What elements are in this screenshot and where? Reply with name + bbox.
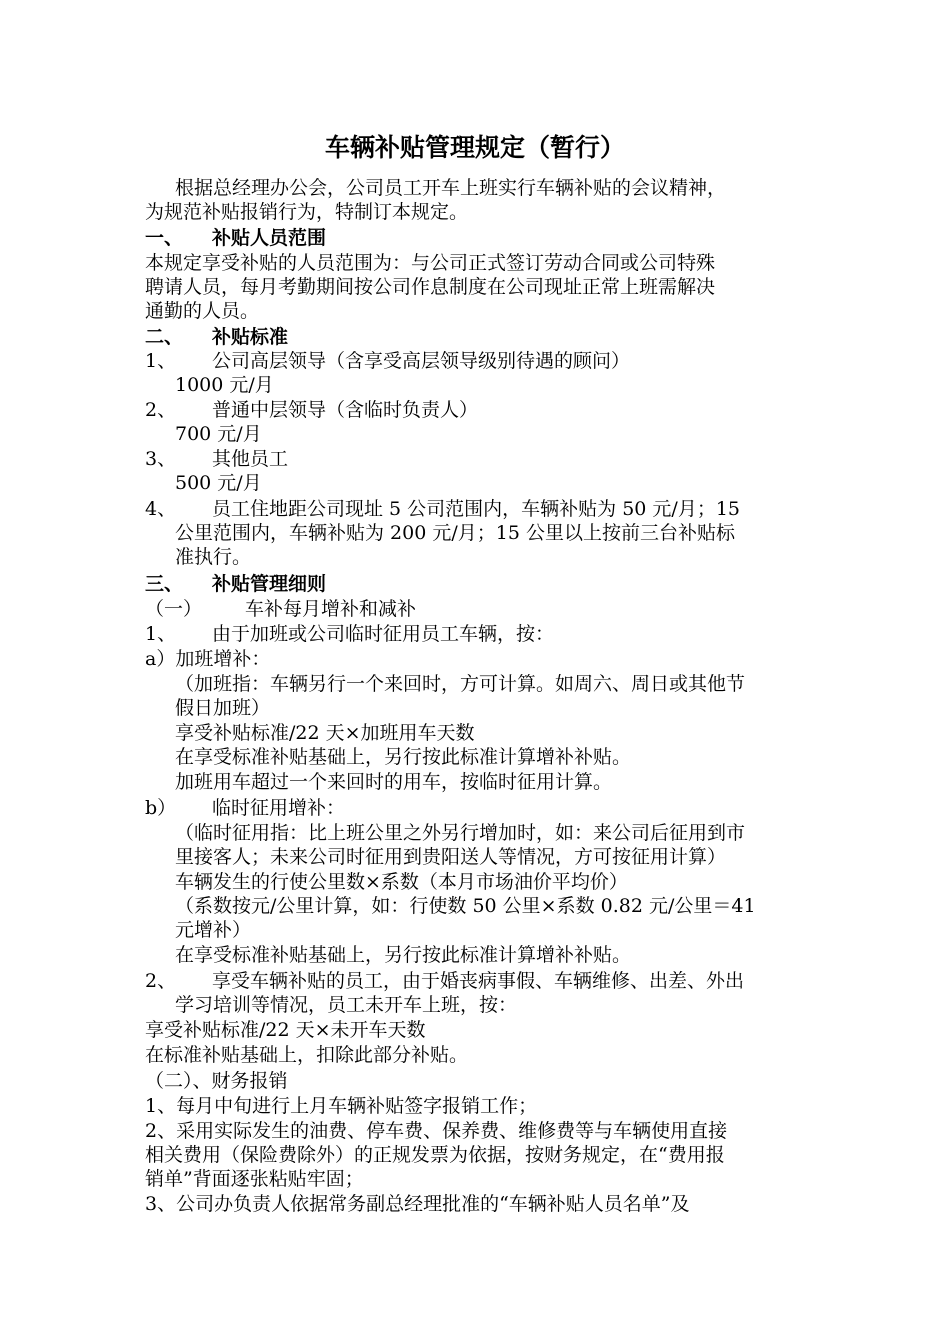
formula-line: 车辆发生的行使公里数×系数（本月市场油价平均价） (175, 871, 628, 893)
sub-item-heading: 临时征用增补： (212, 797, 346, 819)
paragraph-line: 聘请人员，每月考勤期间按公司作息制度在公司现址正常上班需解决 (145, 276, 716, 298)
formula-line: 享受补贴标准/22 天×未开车天数 (145, 1019, 426, 1041)
paragraph-line: 加班用车超过一个来回时的用车，按临时征用计算。 (175, 771, 613, 793)
formula-line: 享受补贴标准/22 天×加班用车天数 (175, 722, 475, 744)
list-number: 4、 (145, 498, 177, 520)
paragraph-line: 在享受标准补贴基础上，另行按此标准计算增补补贴。 (175, 944, 632, 966)
list-number: 1、 (145, 623, 177, 645)
paragraph-line: 相关费用（保险费除外）的正规发票为依据，按财务规定，在“费用报 (145, 1144, 725, 1166)
paragraph-line: 通勤的人员。 (145, 300, 260, 322)
list-item-text: 普通中层领导（含临时负责人） (212, 399, 479, 421)
sub-item-label: a）加班增补： (145, 648, 271, 670)
subsidy-amount: 1000 元/月 (175, 374, 274, 396)
section-number: 三、 (145, 573, 184, 595)
list-item-text: 学习培训等情况，员工未开车上班，按： (175, 994, 518, 1016)
list-number: 1、 (145, 350, 177, 372)
paragraph-line: 本规定享受补贴的人员范围为：与公司正式签订劳动合同或公司特殊 (145, 252, 716, 274)
subsection-heading: 车补每月增补和减补 (245, 598, 417, 620)
paragraph-line: 2、采用实际发生的油费、停车费、保养费、维修费等与车辆使用直接 (145, 1120, 728, 1142)
list-item-text: 其他员工 (212, 448, 289, 470)
section-heading: 补贴人员范围 (212, 227, 327, 249)
section-number: 二、 (145, 326, 184, 348)
intro-line: 根据总经理办公会，公司员工开车上班实行车辆补贴的会议精神， (175, 177, 727, 199)
paragraph-line: （系数按元/公里计算，如：行使数 50 公里×系数 0.82 元/公里＝41 (175, 895, 756, 917)
section-number: 一、 (145, 227, 184, 249)
paragraph-line: 销单”背面逐张粘贴牢固； (145, 1168, 364, 1190)
paragraph-line: 在享受标准补贴基础上，另行按此标准计算增补补贴。 (175, 746, 632, 768)
section-heading: 补贴管理细则 (212, 573, 327, 595)
list-item-text: 准执行。 (175, 546, 252, 568)
paragraph-line: 1、每月中旬进行上月车辆补贴签字报销工作； (145, 1095, 538, 1117)
paragraph-line: 假日加班） (175, 697, 271, 719)
subsection-number: （一） (145, 598, 203, 620)
section-heading: 补贴标准 (212, 326, 289, 348)
intro-line: 为规范补贴报销行为，特制订本规定。 (145, 201, 469, 223)
list-item-text: 员工住地距公司现址 5 公司范围内，车辆补贴为 50 元/月；15 (212, 498, 741, 520)
paragraph-line: （临时征用指：比上班公里之外另行增加时，如：来公司后征用到市 (175, 822, 746, 844)
list-item-text: 由于加班或公司临时征用员工车辆，按： (212, 623, 555, 645)
list-item-text: 享受车辆补贴的员工，由于婚丧病事假、车辆维修、出差、外出 (212, 970, 745, 992)
list-item-text: 公里范围内，车辆补贴为 200 元/月；15 公里以上按前三台补贴标 (175, 522, 735, 544)
subsidy-amount: 700 元/月 (175, 423, 262, 445)
list-number: 2、 (145, 399, 177, 421)
list-number: 3、 (145, 448, 177, 470)
subsection-heading: （二）、财务报销 (145, 1070, 288, 1092)
page-title: 车辆补贴管理规定（暂行） (324, 133, 625, 162)
paragraph-line: 在标准补贴基础上，扣除此部分补贴。 (145, 1044, 469, 1066)
sub-item-label: b） (145, 797, 177, 819)
list-number: 2、 (145, 970, 177, 992)
subsidy-amount: 500 元/月 (175, 472, 262, 494)
paragraph-line: 3、公司办负责人依据常务副总经理批准的“车辆补贴人员名单”及 (145, 1193, 690, 1215)
list-item-text: 公司高层领导（含享受高层领导级别待遇的顾问） (212, 350, 631, 372)
paragraph-line: 元增补） (175, 919, 252, 941)
paragraph-line: 里接客人；未来公司时征用到贵阳送人等情况，方可按征用计算） (175, 846, 727, 868)
paragraph-line: （加班指：车辆另行一个来回时，方可计算。如周六、周日或其他节 (175, 673, 746, 695)
